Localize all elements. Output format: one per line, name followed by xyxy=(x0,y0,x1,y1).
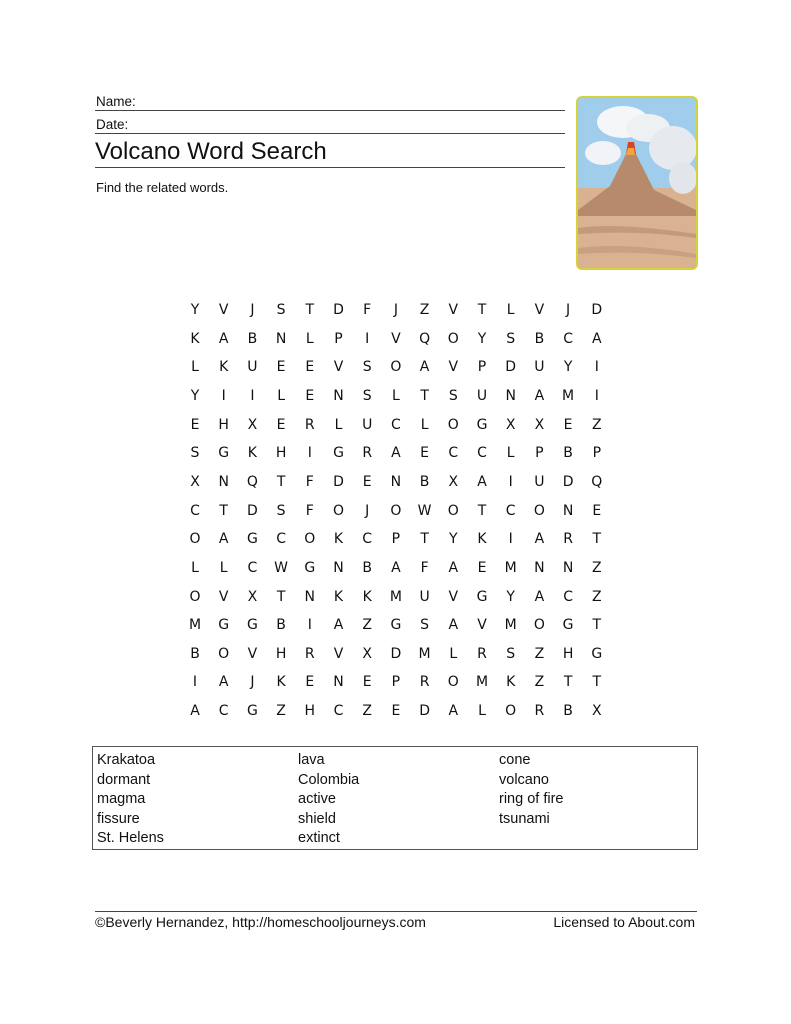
grid-cell[interactable]: K xyxy=(477,531,487,548)
grid-cell[interactable]: N xyxy=(562,502,574,519)
grid-cell[interactable]: L xyxy=(334,416,343,433)
grid-cell[interactable]: N xyxy=(218,473,229,490)
grid-cell[interactable]: R xyxy=(362,445,373,462)
grid-cell[interactable]: V xyxy=(448,302,459,318)
grid-cell[interactable]: S xyxy=(190,445,200,462)
grid-cell[interactable]: A xyxy=(448,617,459,634)
word-item: active xyxy=(298,791,336,808)
grid-cell[interactable]: L xyxy=(449,645,458,662)
grid-cell[interactable]: I xyxy=(594,359,599,376)
grid-cell[interactable]: X xyxy=(362,645,372,662)
word-item: shield xyxy=(298,810,336,827)
grid-cell[interactable]: T xyxy=(592,617,602,634)
grid-cell[interactable]: N xyxy=(304,588,316,605)
grid-cell[interactable]: E xyxy=(305,387,315,404)
grid-cell[interactable]: O xyxy=(447,674,459,691)
grid-cell[interactable]: L xyxy=(191,559,199,576)
grid-cell[interactable]: M xyxy=(504,617,517,634)
grid-cell[interactable]: L xyxy=(420,416,429,433)
grid-cell[interactable]: S xyxy=(506,645,516,662)
grid-cell[interactable]: L xyxy=(391,387,400,404)
grid-cell[interactable]: P xyxy=(592,445,602,462)
grid-cell[interactable]: C xyxy=(247,559,258,576)
grid-cell[interactable]: G xyxy=(562,617,574,634)
grid-cell[interactable]: D xyxy=(505,359,517,376)
grid-cell[interactable]: D xyxy=(419,703,430,720)
grid-cell[interactable]: V xyxy=(218,302,229,318)
grid-cell[interactable]: G xyxy=(304,559,316,576)
grid-cell[interactable]: E xyxy=(190,416,200,433)
grid-cell[interactable]: D xyxy=(333,302,344,318)
grid-cell[interactable]: C xyxy=(190,502,200,519)
grid-cell[interactable]: E xyxy=(391,703,401,720)
grid-cell[interactable]: S xyxy=(362,387,372,404)
grid-cell[interactable]: A xyxy=(448,703,459,720)
grid-cell[interactable]: G xyxy=(476,588,488,605)
grid-cell[interactable]: Y xyxy=(190,302,200,318)
word-item: fissure xyxy=(97,810,140,827)
word-column-3 xyxy=(499,751,563,829)
grid-cell[interactable]: E xyxy=(362,674,372,691)
grid-cell[interactable]: X xyxy=(534,416,545,433)
grid-cell[interactable]: M xyxy=(504,559,517,576)
grid-cell[interactable]: V xyxy=(534,302,545,318)
grid-cell[interactable]: C xyxy=(505,502,516,519)
word-item: magma xyxy=(97,791,146,808)
grid-cell[interactable]: V xyxy=(477,617,487,634)
grid-cell[interactable]: Y xyxy=(190,387,200,404)
volcano-icon xyxy=(578,98,696,268)
grid-cell[interactable]: A xyxy=(534,387,545,404)
grid-cell[interactable]: E xyxy=(420,445,430,462)
grid-cell[interactable]: S xyxy=(506,330,516,347)
grid-cell[interactable]: O xyxy=(533,617,545,634)
grid-cell[interactable]: S xyxy=(362,359,372,376)
grid-cell[interactable]: G xyxy=(246,617,258,634)
grid-cell[interactable]: B xyxy=(247,330,258,347)
grid-cell[interactable]: E xyxy=(276,359,286,376)
word-item: lava xyxy=(298,752,325,768)
grid-cell[interactable]: K xyxy=(190,330,200,347)
grid-cell[interactable]: H xyxy=(562,645,574,662)
word-list-box xyxy=(92,746,698,850)
grid-cell[interactable]: R xyxy=(534,703,545,720)
grid-cell[interactable]: A xyxy=(218,674,229,691)
grid-cell[interactable]: M xyxy=(562,387,575,404)
grid-cell[interactable]: O xyxy=(332,502,345,519)
grid-cell[interactable]: M xyxy=(389,588,402,605)
grid-cell[interactable]: D xyxy=(390,645,402,662)
grid-cell[interactable]: B xyxy=(563,445,573,462)
grid-cell[interactable]: T xyxy=(305,302,315,318)
grid-cell[interactable]: K xyxy=(333,588,344,605)
grid-cell[interactable]: N xyxy=(505,387,516,404)
grid-cell[interactable]: U xyxy=(476,387,488,404)
grid-cell[interactable]: J xyxy=(393,302,398,318)
grid-cell[interactable]: G xyxy=(218,445,230,462)
grid-cell[interactable]: N xyxy=(390,473,402,490)
grid-cell[interactable]: Z xyxy=(534,645,545,662)
grid-cell[interactable]: X xyxy=(592,703,602,720)
grid-cell[interactable]: H xyxy=(275,445,287,462)
grid-cell[interactable]: A xyxy=(534,588,545,605)
grid-cell[interactable]: N xyxy=(333,674,344,691)
grid-cell[interactable]: A xyxy=(448,559,459,576)
grid-cell[interactable]: Y xyxy=(449,531,458,548)
grid-cell[interactable]: H xyxy=(218,416,229,433)
grid-cell[interactable]: T xyxy=(420,531,429,548)
grid-cell[interactable]: I xyxy=(508,473,513,490)
grid-cell[interactable]: F xyxy=(420,559,429,576)
grid-cell[interactable]: A xyxy=(190,703,200,720)
grid-cell[interactable]: O xyxy=(189,531,201,548)
grid-cell[interactable]: B xyxy=(276,617,286,634)
grid-cell[interactable]: O xyxy=(189,588,201,605)
grid-cell[interactable]: X xyxy=(190,473,200,490)
grid-cell[interactable]: G xyxy=(390,617,402,634)
grid-cell[interactable]: N xyxy=(275,330,287,347)
word-item: cone xyxy=(499,752,531,768)
word-item: St. Helens xyxy=(97,830,164,847)
grid-cell[interactable]: I xyxy=(307,617,312,634)
grid-cell[interactable]: S xyxy=(276,302,286,318)
grid-cell[interactable]: A xyxy=(391,445,401,462)
grid-cell[interactable]: E xyxy=(305,674,315,691)
grid-cell[interactable]: M xyxy=(475,674,489,691)
grid-cell[interactable]: U xyxy=(419,588,430,605)
grid-cell[interactable]: C xyxy=(448,445,459,462)
grid-cell[interactable]: W xyxy=(417,502,432,519)
grid-cell[interactable]: J xyxy=(566,302,571,318)
grid-cell[interactable]: G xyxy=(591,645,603,662)
grid-cell[interactable]: P xyxy=(391,531,401,548)
grid-cell[interactable]: G xyxy=(476,416,488,433)
grid-cell[interactable]: P xyxy=(391,674,401,691)
grid-cell[interactable]: T xyxy=(219,502,228,519)
grid-cell[interactable]: U xyxy=(362,416,373,433)
copyright-text: ©Beverly Hernandez, http://homeschooljourneys.com xyxy=(95,914,426,930)
grid-cell[interactable]: D xyxy=(333,473,344,490)
grid-cell[interactable]: M xyxy=(188,617,202,634)
grid-cell[interactable]: X xyxy=(247,588,258,605)
word-item: Colombia xyxy=(298,771,360,788)
license-text: Licensed to About.com xyxy=(553,914,695,930)
grid-cell[interactable]: T xyxy=(276,588,286,605)
grid-cell[interactable]: S xyxy=(420,617,430,634)
grid-cell[interactable]: E xyxy=(477,559,487,576)
date-label: Date: xyxy=(96,117,129,132)
grid-cell[interactable]: B xyxy=(534,330,545,347)
name-line[interactable] xyxy=(95,110,565,111)
grid-cell[interactable]: L xyxy=(191,359,199,376)
word-item: extinct xyxy=(298,830,340,847)
grid-cell[interactable]: I xyxy=(192,674,198,691)
grid-cell[interactable]: F xyxy=(363,302,372,318)
grid-cell[interactable]: F xyxy=(305,502,314,519)
grid-cell[interactable]: J xyxy=(250,302,255,318)
grid-cell[interactable]: A xyxy=(333,617,344,634)
grid-cell[interactable]: L xyxy=(277,387,285,404)
grid-cell[interactable]: R xyxy=(477,645,487,662)
grid-cell[interactable]: Z xyxy=(534,674,545,691)
grid-cell[interactable]: C xyxy=(333,703,344,720)
grid-cell[interactable]: R xyxy=(304,645,315,662)
grid-cell[interactable]: R xyxy=(304,416,315,433)
grid-cell[interactable]: L xyxy=(478,703,486,720)
grid-cell[interactable]: K xyxy=(362,588,372,605)
grid-cell[interactable]: B xyxy=(563,703,573,720)
grid-cell[interactable]: T xyxy=(420,387,429,404)
volcano-illustration xyxy=(576,96,698,270)
grid-cell[interactable]: I xyxy=(221,387,226,404)
word-item: tsunami xyxy=(499,810,550,827)
grid-cell[interactable]: A xyxy=(391,559,401,576)
word-item: ring of fire xyxy=(499,791,564,808)
grid-cell[interactable]: I xyxy=(365,330,370,347)
grid-cell[interactable]: S xyxy=(448,387,458,404)
grid-cell[interactable]: B xyxy=(190,645,200,662)
grid-cell[interactable]: V xyxy=(448,588,459,605)
grid-cell[interactable]: Y xyxy=(477,330,487,347)
grid-cell[interactable]: J xyxy=(365,502,370,519)
grid-cell[interactable]: G xyxy=(246,703,258,720)
grid-cell[interactable]: O xyxy=(447,330,459,347)
grid-cell[interactable]: Y xyxy=(506,588,515,605)
grid-cell[interactable]: A xyxy=(218,330,229,347)
title-divider xyxy=(95,167,565,168)
grid-cell[interactable]: R xyxy=(563,531,573,548)
grid-cell[interactable]: H xyxy=(275,645,287,662)
grid-cell[interactable]: E xyxy=(362,473,372,490)
grid-cell[interactable]: Q xyxy=(591,473,603,490)
grid-cell[interactable]: C xyxy=(218,703,229,720)
grid-cell[interactable]: K xyxy=(247,445,257,462)
grid-cell[interactable]: P xyxy=(334,330,343,347)
grid-cell[interactable]: A xyxy=(592,330,602,347)
grid-cell[interactable]: X xyxy=(247,416,258,433)
instructions: Find the related words. xyxy=(96,180,229,195)
grid-cell[interactable]: Z xyxy=(362,617,372,634)
grid-cell[interactable]: N xyxy=(333,559,344,576)
grid-cell[interactable]: I xyxy=(594,387,599,404)
grid-cell[interactable]: F xyxy=(305,473,314,490)
grid-cell[interactable]: M xyxy=(418,645,431,662)
grid-cell[interactable]: L xyxy=(305,330,314,347)
grid-cell[interactable]: Z xyxy=(592,416,602,433)
word-item: volcano xyxy=(499,771,549,788)
grid-cell[interactable]: A xyxy=(419,359,430,376)
page-title: Volcano Word Search xyxy=(95,138,327,165)
word-item: dormant xyxy=(97,771,151,788)
grid-cell[interactable]: O xyxy=(505,703,517,720)
grid-cell[interactable]: Z xyxy=(276,703,286,720)
grid-cell[interactable]: C xyxy=(477,445,487,462)
grid-cell[interactable]: K xyxy=(276,674,286,691)
grid-cell[interactable]: Z xyxy=(592,588,602,605)
grid-cell[interactable]: B xyxy=(419,473,430,490)
grid-cell[interactable]: T xyxy=(477,302,487,318)
grid-cell[interactable]: O xyxy=(447,502,459,519)
grid-cell[interactable]: L xyxy=(506,302,515,318)
grid-cell[interactable]: V xyxy=(448,359,459,376)
grid-cell[interactable]: N xyxy=(534,559,545,576)
word-column-2 xyxy=(298,751,359,849)
grid-cell[interactable]: P xyxy=(477,359,487,376)
grid-cell[interactable]: G xyxy=(246,531,258,548)
grid-cell[interactable]: D xyxy=(562,473,574,490)
grid-cell[interactable]: K xyxy=(333,531,344,548)
grid-cell[interactable]: N xyxy=(562,559,574,576)
grid-cell[interactable]: K xyxy=(506,674,516,691)
grid-cell[interactable]: D xyxy=(247,502,258,519)
grid-cell[interactable]: I xyxy=(250,387,255,404)
grid-cell[interactable]: V xyxy=(333,359,344,376)
grid-cell[interactable]: O xyxy=(218,645,230,662)
grid-cell[interactable]: V xyxy=(391,330,401,347)
grid-cell[interactable]: U xyxy=(534,473,545,490)
grid-cell[interactable]: S xyxy=(276,502,286,519)
grid-cell[interactable]: A xyxy=(218,531,229,548)
word-item: Krakatoa xyxy=(97,752,156,768)
grid-cell[interactable]: T xyxy=(477,502,487,519)
grid-cell[interactable]: T xyxy=(563,674,573,691)
grid-cell[interactable]: O xyxy=(447,416,459,433)
grid-cell[interactable]: E xyxy=(305,359,315,376)
grid-cell[interactable]: Y xyxy=(563,359,573,376)
grid-cell[interactable]: Q xyxy=(419,330,431,347)
grid-cell[interactable]: K xyxy=(219,359,229,376)
grid-cell[interactable]: P xyxy=(535,445,544,462)
grid-cell[interactable]: X xyxy=(448,473,459,490)
grid-cell[interactable]: H xyxy=(304,703,316,720)
grid-cell[interactable]: V xyxy=(218,588,229,605)
grid-cell[interactable]: C xyxy=(391,416,401,433)
grid-cell[interactable]: L xyxy=(219,559,228,576)
grid-cell[interactable]: I xyxy=(508,531,513,548)
word-column-1 xyxy=(97,751,164,849)
grid-cell[interactable]: J xyxy=(250,674,255,691)
grid-cell[interactable]: T xyxy=(276,473,286,490)
grid-cell[interactable]: U xyxy=(534,359,545,376)
grid-cell[interactable]: C xyxy=(563,330,573,347)
grid-cell[interactable]: B xyxy=(362,559,372,576)
grid-cell[interactable]: A xyxy=(477,473,487,490)
grid-cell[interactable]: C xyxy=(362,531,373,548)
grid-cell[interactable]: G xyxy=(218,617,230,634)
date-line[interactable] xyxy=(95,133,565,134)
grid-cell[interactable]: G xyxy=(333,445,344,462)
footer-divider xyxy=(95,911,697,912)
grid-cell[interactable]: C xyxy=(276,531,286,548)
grid-cell[interactable]: W xyxy=(274,559,289,576)
grid-cell[interactable]: N xyxy=(333,387,344,404)
grid-cell[interactable]: I xyxy=(307,445,312,462)
grid-cell[interactable]: T xyxy=(592,674,602,691)
grid-cell[interactable]: D xyxy=(591,302,603,318)
grid-cell[interactable]: T xyxy=(592,531,602,548)
grid-cell[interactable]: L xyxy=(506,445,515,462)
grid-cell[interactable]: Z xyxy=(419,302,430,318)
grid-cell[interactable]: O xyxy=(390,502,402,519)
grid-cell[interactable]: E xyxy=(592,502,602,519)
grid-cell[interactable]: Q xyxy=(246,473,258,490)
grid-cell[interactable]: A xyxy=(534,531,545,548)
grid-cell[interactable]: E xyxy=(563,416,573,433)
grid-cell[interactable]: V xyxy=(333,645,344,662)
grid-cell[interactable]: E xyxy=(276,416,286,433)
grid-cell[interactable]: U xyxy=(247,359,258,376)
grid-cell[interactable]: C xyxy=(563,588,573,605)
grid-cell[interactable]: O xyxy=(533,502,545,519)
name-label: Name: xyxy=(96,94,136,109)
grid-cell[interactable]: Z xyxy=(362,703,372,720)
grid-cell[interactable]: R xyxy=(419,674,430,691)
grid-cell[interactable]: O xyxy=(304,531,316,548)
grid-cell[interactable]: X xyxy=(505,416,516,433)
grid-cell[interactable]: V xyxy=(247,645,258,662)
grid-cell[interactable]: O xyxy=(390,359,402,376)
grid-cell[interactable]: Z xyxy=(592,559,602,576)
